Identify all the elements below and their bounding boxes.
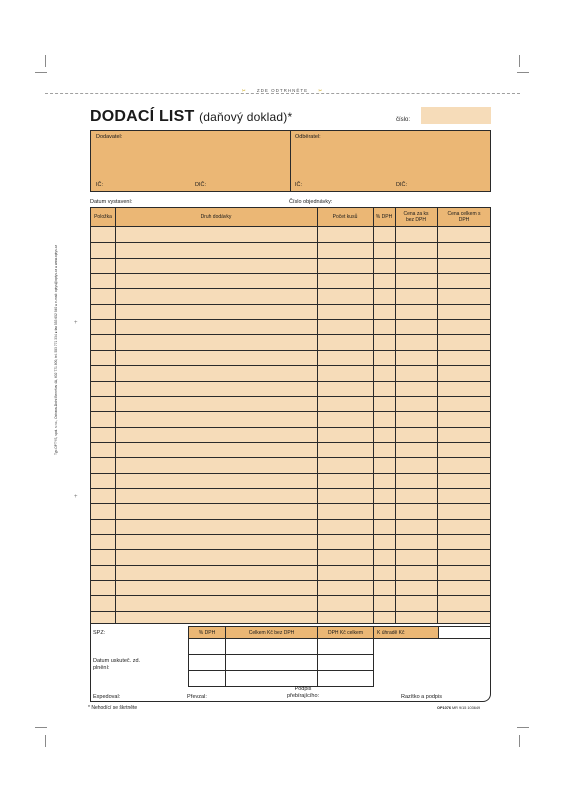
vat-total-cell[interactable]: [317, 654, 374, 671]
table-row[interactable]: [91, 227, 490, 242]
total-without-vat-cell[interactable]: [225, 654, 318, 671]
summary-header-total-without-vat: Celkem Kč bez DPH: [225, 626, 318, 639]
table-row[interactable]: [91, 549, 490, 564]
form-code: [437, 706, 480, 710]
crop-mark: [45, 735, 46, 747]
table-row[interactable]: [91, 580, 490, 595]
customer-label: Odběratel:: [295, 134, 321, 140]
table-row[interactable]: [91, 288, 490, 303]
taxable-date-label: Datum uskuteč. zd. plnění:: [93, 658, 141, 671]
issue-date-label: Datum vystavení:: [90, 199, 133, 205]
received-label: Převzal:: [187, 694, 207, 700]
publisher-note: Typ OPTYS, spol. s r.o., Ostrava-Dolní Benešov 4A, 602 771 800, tel. 553 771 334 ● fax 553 652 940 ● e-mail: optys@optys.cz ● www.optys.cz: [54, 245, 58, 455]
column-header-item: Položka: [94, 214, 112, 220]
crop-mark: [45, 55, 46, 67]
spz-label: SPZ:: [93, 630, 106, 636]
table-row[interactable]: [91, 242, 490, 257]
table-row[interactable]: [91, 411, 490, 426]
table-row[interactable]: [91, 258, 490, 273]
tear-label-text: ZDE ODTRHNĚTE: [253, 88, 312, 93]
table-row[interactable]: [91, 396, 490, 411]
column-header-unit-price: Cena za ks bez DPH: [403, 211, 429, 223]
stamp-label: Razítko a podpis: [401, 694, 442, 700]
summary-header-to-pay: K úhradě Kč: [373, 626, 439, 639]
table-row[interactable]: [91, 365, 490, 380]
column-header-description: Druh dodávky: [200, 214, 232, 220]
registration-mark: +: [74, 494, 78, 500]
table-row[interactable]: [91, 273, 490, 288]
vat-rate-cell[interactable]: [188, 638, 226, 655]
summary-section: [90, 624, 491, 702]
subtitle-text: (daňový doklad)*: [199, 110, 293, 124]
document-title: [90, 108, 292, 126]
summary-header-vat-total: DPH Kč celkem: [317, 626, 374, 639]
form-code-suffix: MR 9/15 103649: [452, 706, 481, 710]
table-row[interactable]: [91, 304, 490, 319]
supplier-ic-label: IČ:: [96, 182, 104, 188]
number-label: číslo:: [396, 117, 411, 123]
crop-mark: [517, 727, 529, 728]
order-number-label: Číslo objednávky:: [289, 199, 333, 205]
vat-rate-cell[interactable]: [188, 670, 226, 687]
vat-total-cell[interactable]: [317, 670, 374, 687]
table-row[interactable]: [91, 473, 490, 488]
items-table: [90, 207, 491, 624]
scissors-icon: ✂: [312, 88, 327, 93]
registration-mark: +: [74, 320, 78, 326]
crop-mark: [519, 55, 520, 67]
parties-divider: [290, 131, 291, 191]
table-row[interactable]: [91, 442, 490, 457]
parties-box: [90, 130, 491, 192]
total-without-vat-cell[interactable]: [225, 670, 318, 687]
summary-header-vat-rate: % DPH: [188, 626, 226, 639]
table-row[interactable]: [91, 595, 490, 610]
total-without-vat-cell[interactable]: [225, 638, 318, 655]
number-field[interactable]: [421, 107, 491, 124]
table-row[interactable]: [91, 334, 490, 349]
column-header-quantity: Počet kusů: [332, 214, 358, 220]
table-row[interactable]: [91, 457, 490, 472]
table-row[interactable]: [91, 503, 490, 518]
form-code-number: OP1076: [437, 706, 451, 710]
supplier-dic-label: DIČ:: [195, 182, 206, 188]
table-row[interactable]: [91, 319, 490, 334]
items-table-header: [91, 208, 490, 227]
table-row[interactable]: [91, 350, 490, 365]
table-row[interactable]: [91, 427, 490, 442]
title-text: DODACÍ LIST: [90, 108, 195, 125]
dispatched-label: Expedoval:: [93, 694, 121, 700]
supplier-label: Dodavatel:: [96, 134, 123, 140]
table-row[interactable]: [91, 565, 490, 580]
scissors-icon: ✂: [238, 88, 253, 93]
table-row[interactable]: [91, 488, 490, 503]
customer-ic-label: IČ:: [295, 182, 303, 188]
table-row[interactable]: [91, 519, 490, 534]
tear-line-label: [0, 88, 565, 94]
footnote: * Nehodící se škrtněte: [88, 705, 138, 711]
to-pay-field[interactable]: [438, 626, 491, 639]
crop-mark: [517, 72, 529, 73]
crop-mark: [519, 735, 520, 747]
vat-total-cell[interactable]: [317, 638, 374, 655]
crop-mark: [35, 72, 47, 73]
recipient-signature-label: Podpis přebírajícího:: [286, 686, 320, 699]
vat-rate-cell[interactable]: [188, 654, 226, 671]
table-row[interactable]: [91, 381, 490, 396]
table-row[interactable]: [91, 534, 490, 549]
column-header-vat-rate: % DPH: [375, 214, 393, 220]
crop-mark: [35, 727, 47, 728]
customer-dic-label: DIČ:: [396, 182, 407, 188]
column-header-total-price: Cena celkem s DPH: [447, 211, 481, 223]
